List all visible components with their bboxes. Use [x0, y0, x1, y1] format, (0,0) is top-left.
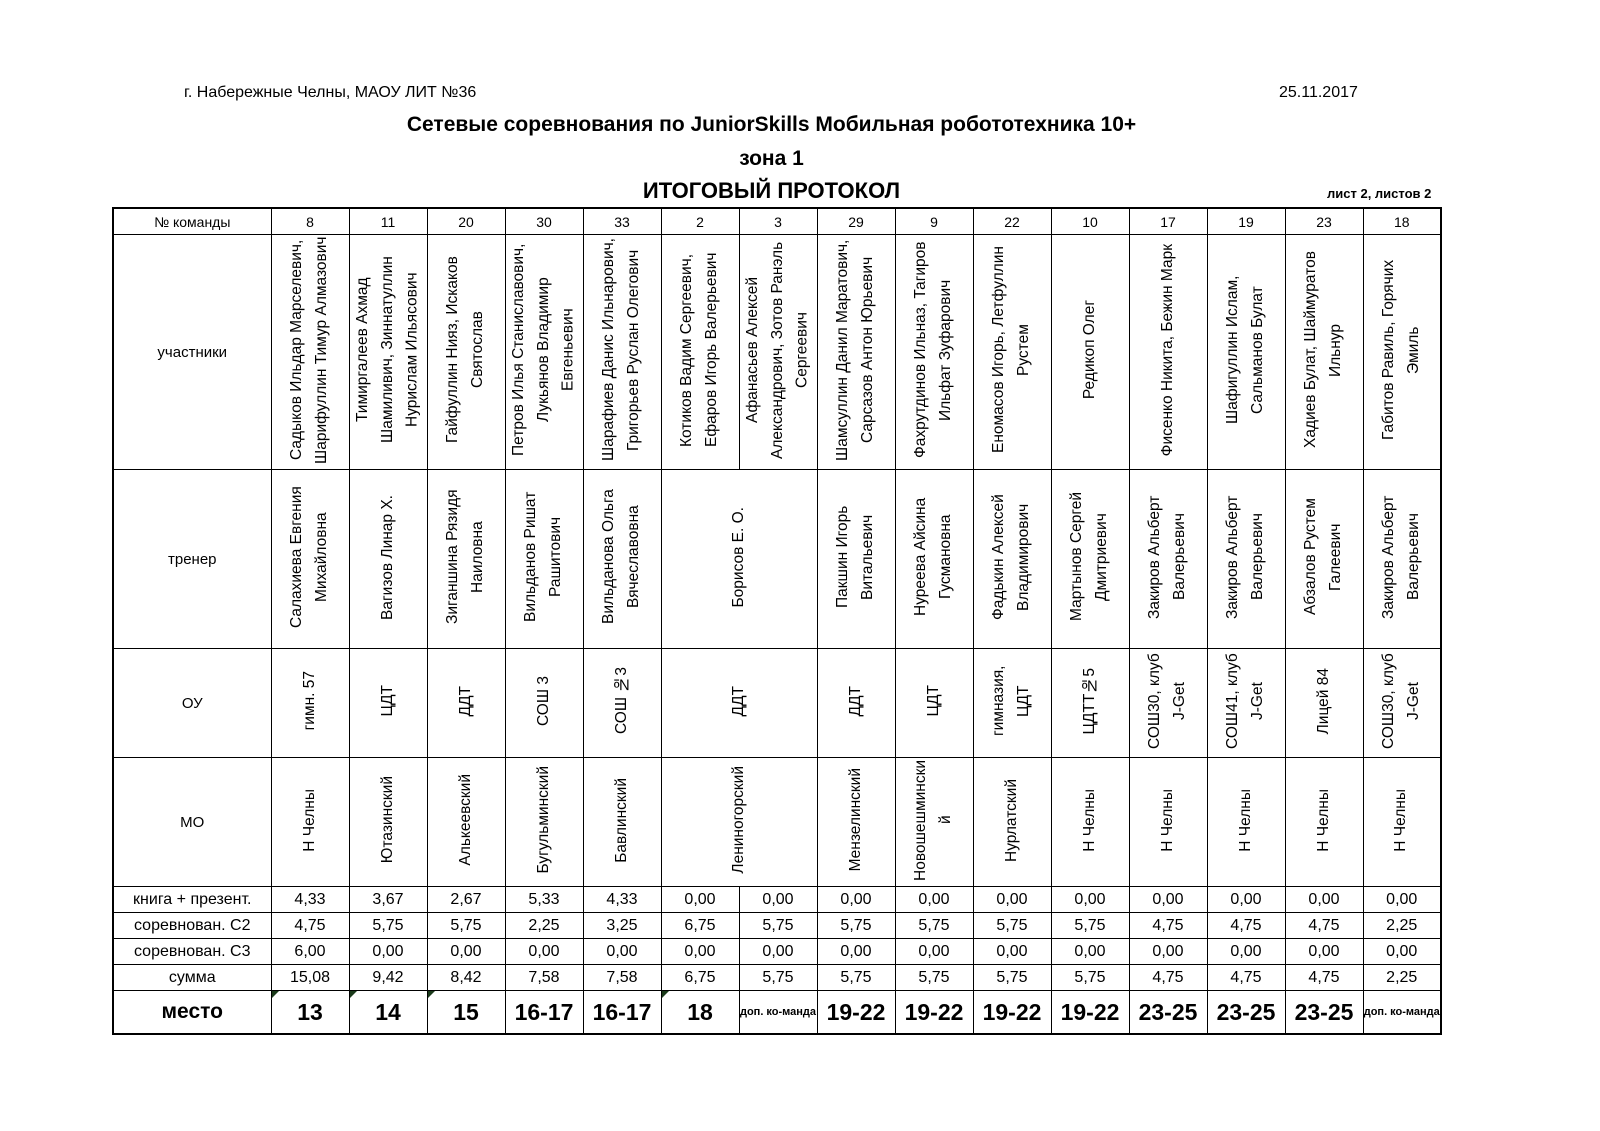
sum-cell: 15,08 [271, 965, 349, 991]
book-presentation-row [113, 887, 1441, 913]
book-score-cell: 0,00 [973, 887, 1051, 913]
place-cell: 14 [349, 991, 427, 1035]
c3-score-cell: 0,00 [1207, 939, 1285, 965]
institution-cell [271, 649, 349, 758]
comment-marker-icon [662, 991, 669, 998]
institution-cell [895, 649, 973, 758]
place-cell: 23-25 [1129, 991, 1207, 1035]
c2-score-cell: 3,25 [583, 913, 661, 939]
municipality-cell [583, 758, 661, 887]
participants-cell-text: Петров Илья Станиславович, Лукьянов Владимир Евгеньевич [509, 243, 577, 457]
municipality-cell [973, 758, 1051, 887]
municipality-cell-text: Н Челны [1080, 788, 1098, 852]
team-number-cell: 3 [739, 208, 817, 235]
municipality-cell-text: Алькеевский [456, 774, 474, 866]
sum-cell: 4,75 [1285, 965, 1363, 991]
coach-cell [661, 470, 817, 649]
sum-row [113, 965, 1441, 991]
c3-score-cell: 0,00 [661, 939, 739, 965]
participants-cell-text: Котиков Вадим Сергеевич, Ефаров Игорь Валерьевич [678, 252, 720, 448]
c3-score-cell: 0,00 [349, 939, 427, 965]
institution-cell-text: ЦДТ [378, 685, 396, 717]
institution-cell [427, 649, 505, 758]
comment-marker-icon [428, 991, 435, 998]
team-number-cell: 17 [1129, 208, 1207, 235]
participants-cell [505, 235, 583, 470]
row-label-participants: участники [113, 235, 271, 470]
coach-cell-text: Пакшин Игорь Витальевич [834, 505, 876, 609]
c3-score-cell: 0,00 [973, 939, 1051, 965]
place-cell: 18 [661, 991, 739, 1035]
participants-cell [1051, 235, 1129, 470]
coach-cell [583, 470, 661, 649]
row-label-book: книга + презент. [113, 887, 271, 913]
protocol-title: ИТОГОВЫЙ ПРОТОКОЛ [642, 178, 901, 203]
book-score-cell: 5,33 [505, 887, 583, 913]
participants-cell-text: Еномасов Игорь, Летфуллин Рустем [990, 246, 1032, 454]
institution-cell [1051, 649, 1129, 758]
team-number-cell: 8 [271, 208, 349, 235]
municipality-cell [1129, 758, 1207, 887]
institution-cell-text: ДДТ [846, 685, 864, 717]
municipality-cell [895, 758, 973, 887]
sum-cell: 5,75 [973, 965, 1051, 991]
place-cell: 19-22 [1051, 991, 1129, 1035]
book-score-cell: 4,33 [271, 887, 349, 913]
municipality-cell [1207, 758, 1285, 887]
book-score-cell: 0,00 [817, 887, 895, 913]
municipality-cell [1363, 758, 1441, 887]
team-number-cell: 22 [973, 208, 1051, 235]
c3-score-cell: 0,00 [1051, 939, 1129, 965]
participants-cell [349, 235, 427, 470]
c3-score-cell: 0,00 [1285, 939, 1363, 965]
institution-cell-text: гимн. 57 [300, 671, 318, 731]
book-score-cell: 0,00 [1285, 887, 1363, 913]
institution-cell [505, 649, 583, 758]
coach-cell [271, 470, 349, 649]
place-cell: 19-22 [973, 991, 1051, 1035]
team-number-cell: 23 [1285, 208, 1363, 235]
row-label-c2: соревнован. С2 [113, 913, 271, 939]
results-table [112, 207, 1442, 1035]
sum-cell: 5,75 [739, 965, 817, 991]
book-score-cell: 0,00 [1129, 887, 1207, 913]
sheet-number: лист 2, листов 2 [1327, 186, 1432, 201]
coach-cell [973, 470, 1051, 649]
book-score-cell: 0,00 [739, 887, 817, 913]
municipality-cell [661, 758, 817, 887]
team-number-cell: 20 [427, 208, 505, 235]
municipality-cell [505, 758, 583, 887]
c2-score-cell: 4,75 [1129, 913, 1207, 939]
competition-c2-row [113, 913, 1441, 939]
coach-cell-text: Вагизов Линар Х. [378, 494, 396, 620]
coach-cell-text: Салахиева Евгения Михайловна [288, 486, 330, 628]
participants-cell [271, 235, 349, 470]
coach-cell-text: Закиров Альберт Валерьевич [1379, 495, 1422, 619]
c3-score-cell: 6,00 [271, 939, 349, 965]
participants-cell [1129, 235, 1207, 470]
institution-cell-text: ДДТ [729, 685, 747, 717]
municipality-cell [1051, 758, 1129, 887]
place-cell: доп. ко-манда [739, 991, 817, 1035]
institution-cell-text: СОШ30, клуб J-Get [1146, 653, 1188, 749]
participants-cell-text: Фахрутдинов Ильназ, Тагиров Ильфат Зуфарович [912, 241, 954, 459]
c3-score-cell: 0,00 [427, 939, 505, 965]
place-cell: 15 [427, 991, 505, 1035]
institution-cell [349, 649, 427, 758]
municipality-cell-text: Мензелинский [846, 768, 864, 872]
coach-cell [817, 470, 895, 649]
municipality-cell-text: Лениногорский [729, 766, 747, 874]
participants-cell [739, 235, 817, 470]
place-cell: доп. ко-манда [1363, 991, 1441, 1035]
institution-cell [661, 649, 817, 758]
participants-cell-text: Афанасьев Алексей Александрович, Зотов Ранэль Сергеевич [743, 241, 811, 459]
book-score-cell: 0,00 [1207, 887, 1285, 913]
place-cell: 16-17 [583, 991, 661, 1035]
row-label-team-no: № команды [113, 208, 271, 235]
coach-cell-text: Закиров Альберт Валерьевич [1146, 495, 1188, 619]
participants-cell [1363, 235, 1441, 470]
sum-cell: 6,75 [661, 965, 739, 991]
participants-cell [973, 235, 1051, 470]
municipality-cell [349, 758, 427, 887]
sum-cell: 2,25 [1363, 965, 1441, 991]
participants-cell-text: Садыков Ильдар Марселевич, Шарифуллин Тимур Алмазович [288, 236, 330, 464]
municipality-cell-text: Н Челны [1158, 788, 1176, 852]
institution-cell [1363, 649, 1441, 758]
coach-cell-text: Вильданова Ольга Вячеславовна [600, 489, 642, 625]
team-number-cell: 10 [1051, 208, 1129, 235]
book-score-cell: 2,67 [427, 887, 505, 913]
municipality-cell-text: Нурлатский [1002, 778, 1020, 862]
institution-cell-text: СОШ №3 [612, 667, 630, 735]
municipality-cell [1285, 758, 1363, 887]
row-label-sum: сумма [113, 965, 271, 991]
c3-score-cell: 0,00 [895, 939, 973, 965]
institution-row [113, 649, 1441, 758]
participants-cell [583, 235, 661, 470]
coach-cell [1285, 470, 1363, 649]
coach-cell [505, 470, 583, 649]
coach-cell-text: Фадькин Алексей Владимирович [990, 494, 1032, 620]
date-text: 25.11.2017 [1279, 84, 1358, 101]
municipality-cell [817, 758, 895, 887]
c2-score-cell: 4,75 [1285, 913, 1363, 939]
municipality-cell [271, 758, 349, 887]
participants-cell-text: Шамсуллин Данил Маратович, Сарсазов Антон Юрьевич [834, 239, 876, 461]
participants-cell [817, 235, 895, 470]
institution-cell-text: Лицей 84 [1314, 667, 1332, 735]
coach-cell-text: Нуреева Айсина Гусмановна [912, 497, 954, 617]
document-title: Сетевые соревнования по JuniorSkills Мобильная робототехника 10+ [406, 113, 1137, 136]
coach-cell-text: Абзалов Рустем Галеевич [1302, 498, 1344, 616]
participants-cell-text: Тимиргалеев Ахмад Шамиливич, Зиннатуллин Нурислам Ильясович [353, 256, 421, 444]
institution-cell-text: ЦДТ [924, 685, 942, 717]
place-cell: 19-22 [817, 991, 895, 1035]
institution-cell-text: ЦДТТ№5 [1080, 667, 1098, 735]
c3-score-cell: 0,00 [817, 939, 895, 965]
c2-score-cell: 6,75 [661, 913, 739, 939]
institution-cell-text: гимназия, ЦДТ [990, 665, 1032, 737]
sum-cell: 8,42 [427, 965, 505, 991]
sum-cell: 5,75 [895, 965, 973, 991]
participants-cell-text: Габитов Равиль, Горячих Эмиль [1379, 259, 1422, 441]
participants-cell-text: Фисенко Никита, Бежин Марк [1158, 243, 1176, 457]
institution-cell-text: ДДТ [456, 685, 474, 717]
participants-cell-text: Редикоп Олег [1080, 300, 1098, 400]
zone-title: зона 1 [739, 147, 804, 170]
sum-cell: 4,75 [1207, 965, 1285, 991]
municipality-row [113, 758, 1441, 887]
coach-cell [349, 470, 427, 649]
book-score-cell: 0,00 [1363, 887, 1441, 913]
coach-cell [1051, 470, 1129, 649]
place-row [113, 991, 1441, 1035]
row-label-ou: ОУ [113, 649, 271, 758]
c2-score-cell: 5,75 [349, 913, 427, 939]
book-score-cell: 0,00 [661, 887, 739, 913]
c2-score-cell: 5,75 [817, 913, 895, 939]
c2-score-cell: 5,75 [895, 913, 973, 939]
c2-score-cell: 5,75 [973, 913, 1051, 939]
municipality-cell-text: Новошешминский [912, 759, 954, 881]
book-score-cell: 0,00 [895, 887, 973, 913]
team-number-cell: 9 [895, 208, 973, 235]
participants-cell-text: Шафигуллин Ислам, Сальманов Булат [1224, 275, 1266, 425]
institution-cell [583, 649, 661, 758]
institution-cell-text: СОШ30, клуб J-Get [1379, 653, 1422, 749]
c2-score-cell: 5,75 [1051, 913, 1129, 939]
sum-cell: 7,58 [505, 965, 583, 991]
sum-cell: 7,58 [583, 965, 661, 991]
coach-cell-text: Закиров Альберт Валерьевич [1224, 495, 1266, 619]
place-cell: 19-22 [895, 991, 973, 1035]
team-number-cell: 33 [583, 208, 661, 235]
sum-cell: 4,75 [1129, 965, 1207, 991]
institution-cell-text: СОШ 3 [534, 675, 552, 727]
team-number-row [113, 208, 1441, 235]
row-label-place: место [113, 991, 271, 1035]
book-score-cell: 0,00 [1051, 887, 1129, 913]
place-cell: 16-17 [505, 991, 583, 1035]
institution-cell [973, 649, 1051, 758]
location-text: г. Набережные Челны, МАОУ ЛИТ №36 [184, 84, 477, 101]
municipality-cell-text: Н Челны [1392, 788, 1410, 852]
institution-cell [1207, 649, 1285, 758]
place-cell: 23-25 [1285, 991, 1363, 1035]
participants-cell [661, 235, 739, 470]
institution-cell [1129, 649, 1207, 758]
c3-score-cell: 0,00 [1363, 939, 1441, 965]
coach-cell [1363, 470, 1441, 649]
coach-row [113, 470, 1441, 649]
participants-cell-text: Шарафиев Данис Ильнарович, Григорьев Руслан Олегович [600, 238, 642, 462]
coach-cell [895, 470, 973, 649]
municipality-cell-text: Н Челны [300, 788, 318, 852]
team-number-cell: 18 [1363, 208, 1441, 235]
comment-marker-icon [272, 991, 279, 998]
row-label-c3: соревнован. С3 [113, 939, 271, 965]
participants-cell [1285, 235, 1363, 470]
institution-cell [1285, 649, 1363, 758]
c3-score-cell: 0,00 [505, 939, 583, 965]
row-label-coach: тренер [113, 470, 271, 649]
place-cell: 23-25 [1207, 991, 1285, 1035]
c3-score-cell: 0,00 [583, 939, 661, 965]
coach-cell-text: Борисов Е. О. [729, 506, 747, 608]
c2-score-cell: 2,25 [1363, 913, 1441, 939]
municipality-cell-text: Ютазинский [378, 776, 396, 864]
c2-score-cell: 4,75 [271, 913, 349, 939]
institution-cell-text: СОШ41, клуб J-Get [1224, 653, 1266, 749]
coach-cell [1207, 470, 1285, 649]
coach-cell-text: Вильданов Ришат Рашитович [522, 491, 564, 623]
sum-cell: 5,75 [817, 965, 895, 991]
row-label-mo: МО [113, 758, 271, 887]
municipality-cell-text: Бавлинский [612, 777, 630, 863]
participants-cell-text: Гайфуллин Нияз, Искаков Святослав [444, 256, 486, 444]
coach-cell-text: Зиганшина Рязидя Наиловна [444, 489, 486, 625]
participants-cell-text: Хадиев Булат, Шаймуратов Ильнур [1302, 251, 1344, 449]
c2-score-cell: 2,25 [505, 913, 583, 939]
team-number-cell: 2 [661, 208, 739, 235]
competition-c3-row [113, 939, 1441, 965]
coach-cell-text: Мартынов Сергей Дмитриевич [1068, 492, 1110, 622]
municipality-cell-text: Бугульминский [534, 766, 552, 874]
municipality-cell-text: Н Челны [1236, 788, 1254, 852]
sum-cell: 9,42 [349, 965, 427, 991]
place-cell: 13 [271, 991, 349, 1035]
coach-cell [427, 470, 505, 649]
municipality-cell [427, 758, 505, 887]
participants-cell [1207, 235, 1285, 470]
municipality-cell-text: Н Челны [1314, 788, 1332, 852]
sum-cell: 5,75 [1051, 965, 1129, 991]
comment-marker-icon [350, 991, 357, 998]
team-number-cell: 30 [505, 208, 583, 235]
book-score-cell: 3,67 [349, 887, 427, 913]
participants-cell [895, 235, 973, 470]
c3-score-cell: 0,00 [1129, 939, 1207, 965]
institution-cell [817, 649, 895, 758]
coach-cell [1129, 470, 1207, 649]
c2-score-cell: 5,75 [427, 913, 505, 939]
c2-score-cell: 5,75 [739, 913, 817, 939]
c2-score-cell: 4,75 [1207, 913, 1285, 939]
team-number-cell: 19 [1207, 208, 1285, 235]
participants-row [113, 235, 1441, 470]
book-score-cell: 4,33 [583, 887, 661, 913]
participants-cell [427, 235, 505, 470]
c3-score-cell: 0,00 [739, 939, 817, 965]
team-number-cell: 11 [349, 208, 427, 235]
team-number-cell: 29 [817, 208, 895, 235]
